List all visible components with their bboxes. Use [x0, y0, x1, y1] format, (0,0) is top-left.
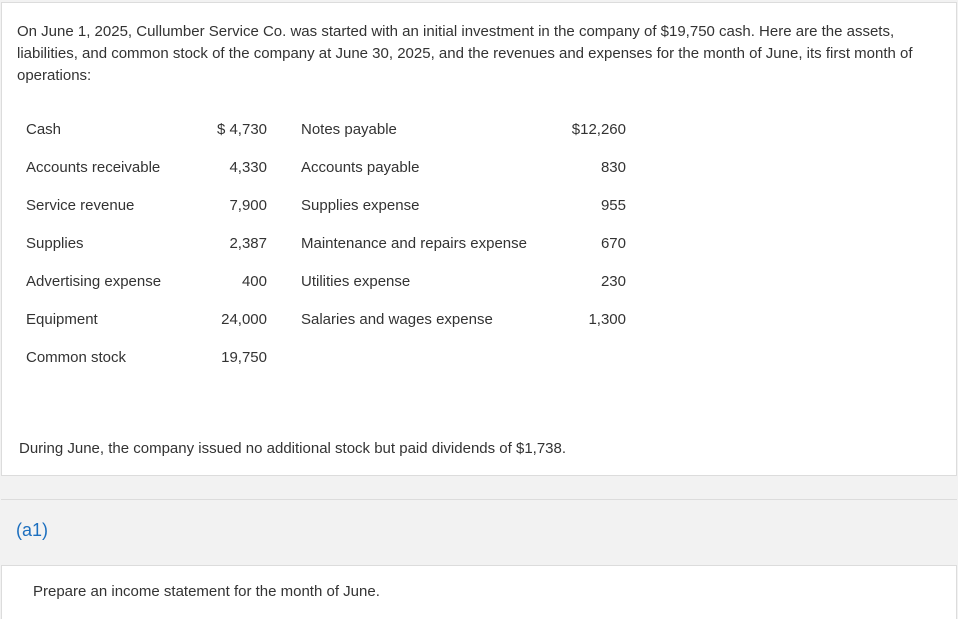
table-row	[11, 186, 626, 224]
table-row	[11, 300, 626, 338]
account-amount: 1,300	[588, 310, 626, 328]
account-balances-table	[11, 110, 626, 376]
part-instruction: Prepare an income statement for the month of June.	[33, 583, 380, 600]
account-amount: 4,330	[229, 158, 267, 176]
account-amount: 955	[600, 196, 626, 214]
account-name: Supplies expense	[301, 196, 420, 214]
account-name: Accounts receivable	[26, 158, 161, 176]
account-name: Common stock	[26, 348, 127, 366]
account-amount: 830	[600, 158, 626, 176]
account-name: Accounts payable	[301, 158, 420, 176]
table-row	[11, 262, 626, 300]
dividends-note: During June, the company issued no additional stock but paid dividends of $1,738.	[19, 440, 567, 457]
account-amount: 19,750	[221, 348, 267, 366]
part-header	[1, 499, 957, 565]
account-amount: 670	[600, 234, 626, 252]
account-amount: 2,387	[229, 234, 267, 252]
table-row	[11, 148, 626, 186]
account-name: Notes payable	[301, 120, 397, 138]
table-row	[11, 110, 626, 148]
account-amount: 400	[241, 272, 267, 290]
account-amount: $ 4,730	[216, 120, 267, 138]
part-label: (a1)	[16, 520, 49, 540]
account-name	[301, 338, 531, 376]
table-row	[11, 338, 626, 376]
account-name: Salaries and wages expense	[301, 310, 493, 328]
account-name: Advertising expense	[26, 272, 162, 290]
account-name: Maintenance and repairs expense	[301, 234, 527, 252]
account-amount: $12,260	[571, 120, 626, 138]
account-name: Equipment	[26, 310, 98, 328]
account-name: Cash	[26, 120, 62, 138]
account-amount: 24,000	[221, 310, 267, 328]
account-amount	[531, 338, 626, 376]
problem-card	[1, 2, 957, 476]
account-name: Supplies	[26, 234, 84, 252]
account-amount: 230	[600, 272, 626, 290]
account-amount: 7,900	[229, 196, 267, 214]
account-name: Utilities expense	[301, 272, 411, 290]
part-body	[1, 565, 957, 619]
problem-intro: On June 1, 2025, Cullumber Service Co. was started with an initial investment in the company of $19,750 cash. Here are the assets, liabilities, and common stock of the company at June 30, 2025, and the revenues and expenses for the month of June, its first month of operations:	[17, 23, 913, 84]
table-row	[11, 224, 626, 262]
account-name: Service revenue	[26, 196, 135, 214]
